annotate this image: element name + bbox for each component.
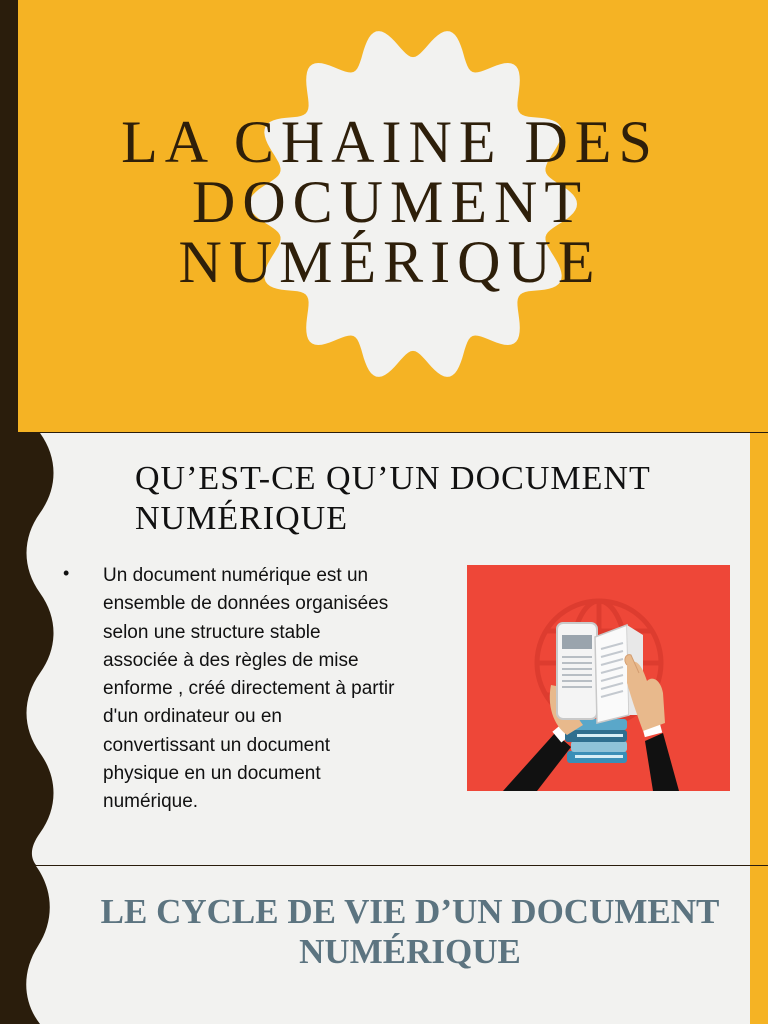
definition-slide	[0, 433, 768, 865]
section-heading	[135, 459, 695, 539]
definition-paragraph	[103, 562, 443, 817]
paragraph-line: physique en un document	[103, 763, 321, 785]
paragraph-line: d'un ordinateur ou en	[103, 706, 282, 728]
paragraph-line: associée à des règles de mise	[103, 649, 359, 671]
hands-holding-book-and-phone-illustration	[467, 565, 730, 791]
heading-line: NUMÉRIQUE	[299, 932, 521, 971]
title-slide	[0, 0, 768, 432]
right-accent-bar	[750, 866, 768, 1024]
slide-title	[60, 109, 720, 295]
right-accent-bar	[750, 433, 768, 865]
paragraph-line: convertissant un document	[103, 734, 331, 756]
wavy-left-border	[0, 433, 60, 865]
paragraph-line: selon une structure stable	[103, 621, 321, 643]
slide-title-line: DOCUMENT	[192, 169, 588, 235]
wavy-left-border	[0, 866, 60, 1024]
paragraph-line: Un document numérique est un	[103, 565, 369, 586]
lifecycle-slide	[0, 866, 768, 1024]
heading-line: LE CYCLE DE VIE D’UN DOCUMENT	[100, 892, 720, 931]
paragraph-line: numérique.	[103, 791, 199, 813]
heading-line: NUMÉRIQUE	[135, 500, 348, 537]
paragraph-line: ensemble de données organisées	[103, 593, 389, 615]
paragraph-line: enforme , créé directement à partir	[103, 678, 395, 700]
bullet-marker: •	[63, 563, 70, 583]
section-heading	[80, 892, 740, 972]
slide-title-line: LA CHAINE DES	[121, 109, 659, 175]
slide-title-line: NUMÉRIQUE	[178, 229, 602, 295]
heading-line: QU’EST-CE QU’UN DOCUMENT	[135, 460, 651, 497]
